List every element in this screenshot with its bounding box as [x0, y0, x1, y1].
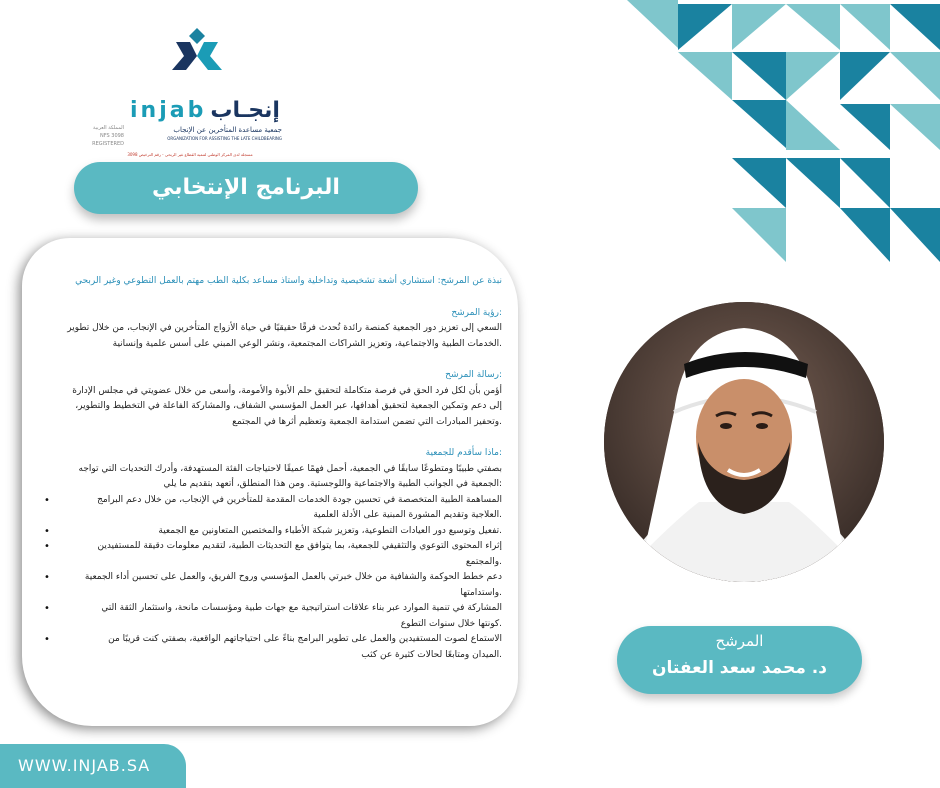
decorative-triangle-pattern — [600, 0, 940, 270]
candidate-name: د. محمد سعد العفتان — [652, 658, 827, 678]
candidate-bio-card — [22, 238, 518, 726]
list-item: .تفعيل وتوسيع دور العيادات التطوعية، وتعزيز شبكة الأطباء والمختصين المتعاونين مع الجمعية • — [38, 524, 502, 540]
list-item: المساهمة الطبية المتخصصة في تحسين جودة الخدمات المقدمة للمتأخرين في الإنجاب، من خلال دعم البرامج .العلاجية وتقديم المشورة المبنية على الأدلة العلمية • — [38, 493, 502, 524]
mission-line: إلى دعم وتمكين الجمعية لتحقيق أهدافها، عبر العمل المؤسسي الشفاف، والمشاركة الفاعلة في التخطيط والتطوير، — [75, 401, 502, 411]
logo-org-name-ar: جمعية مساعدة المتأخرين عن الإنجاب — [173, 126, 282, 134]
list-item: إثراء المحتوى التوعوي والتثقيفي للجمعية، بما يتوافق مع التحديثات الطبية، لتقديم معلومات دقيقة للمستفيدين .والمجتمع • — [38, 539, 502, 570]
candidate-photo — [604, 302, 884, 582]
vision-line: .الخدمات الطبية والاجتماعية، وتعزيز الشراكات المجتمعية، ونشر الوعي المبني على أسس علمية وإنسانية — [112, 338, 502, 349]
list-item: الاستماع لصوت المستفيدين والعمل على تطوير البرامج بناءً على احتياجاتهم الواقعية، بصفتي كنت قريبًا من .الميدان ومتابعًا لحالات كثيرة عن كثب • — [38, 632, 502, 663]
logo-wordmark: injab إنجـاب — [130, 98, 280, 123]
logo-mark-icon — [172, 28, 222, 74]
offer-line: :الجمعية في الجوانب الطبية والاجتماعية واللوجستية. ومن هذا المنطلق، أتعهد بتقديم ما يلي — [163, 479, 502, 489]
list-item: دعم خطط الحوكمة والشفافية من خلال خبرتي بالعمل المؤسسي وروح الفريق، والعمل على تحسين أداء الجمعية .واستدامتها • — [38, 570, 502, 601]
list-item: المشاركة في تنمية الموارد عبر بناء علاقات استراتيجية مع جهات طبية ومؤسسات مانحة، واستثمار الثقة التي .كونتها خلال سنوات التطوع • — [38, 601, 502, 632]
vision-heading: :رؤية المرشح — [451, 307, 502, 318]
website-bar — [0, 744, 186, 788]
offer-heading: :ماذا سأقدم للجمعية — [425, 448, 502, 458]
bio-content — [38, 274, 502, 663]
candidate-role: المرشح — [715, 632, 764, 650]
injab-logo — [92, 28, 282, 157]
bio-intro: نبذة عن المرشح: استشاري أشعة تشخيصية وتداخلية واستاذ مساعد بكلية الطب مهتم بالعمل التطوعي وغير الربحي — [75, 276, 502, 286]
mission-line: .وتحفيز المبادرات التي تضمن استدامة الجمعية وتعظيم أثرها في المجتمع — [232, 416, 502, 427]
mission-heading: :رسالة المرشح — [445, 370, 502, 380]
mission-line: أؤمن بأن لكل فرد الحق في فرصة متكاملة لتحقيق حلم الأبوة والأمومة، وأسعى من خلال عضويتي في مجلس الإدارة — [72, 385, 502, 396]
offer-line: بصفتي طبيبًا ومتطوعًا سابقًا في الجمعية، أحمل فهمًا عميقًا لاحتياجات الفئة المستهدفة، وأدرك التحديات التي تواجه — [78, 463, 502, 474]
program-title: البرنامج الإنتخابي — [152, 175, 340, 200]
website-url[interactable]: WWW.INJAB.SA — [18, 756, 151, 775]
candidate-portrait-icon — [604, 302, 884, 582]
candidate-name-pill — [617, 626, 862, 694]
logo-side-text: المملكة العربية NFS 3098 REGISTERED — [92, 125, 124, 147]
logo-org-name-en: ORGANIZATION FOR ASSISTING THE LATE CHILDBEARING — [167, 136, 282, 141]
offer-bullet-list — [38, 493, 502, 664]
vision-line: السعي إلى تعزيز دور الجمعية كمنصة رائدة تُحدث فرقًا حقيقيًا في حياة الأزواج المتأخرين في الإنجاب، من خلال تطوير — [67, 323, 502, 333]
program-title-pill — [74, 162, 418, 214]
logo-registration-line: مسجلة لدى المركز الوطني لتنمية القطاع غير الربحي - رقم الترخيص 3098 — [127, 152, 253, 157]
